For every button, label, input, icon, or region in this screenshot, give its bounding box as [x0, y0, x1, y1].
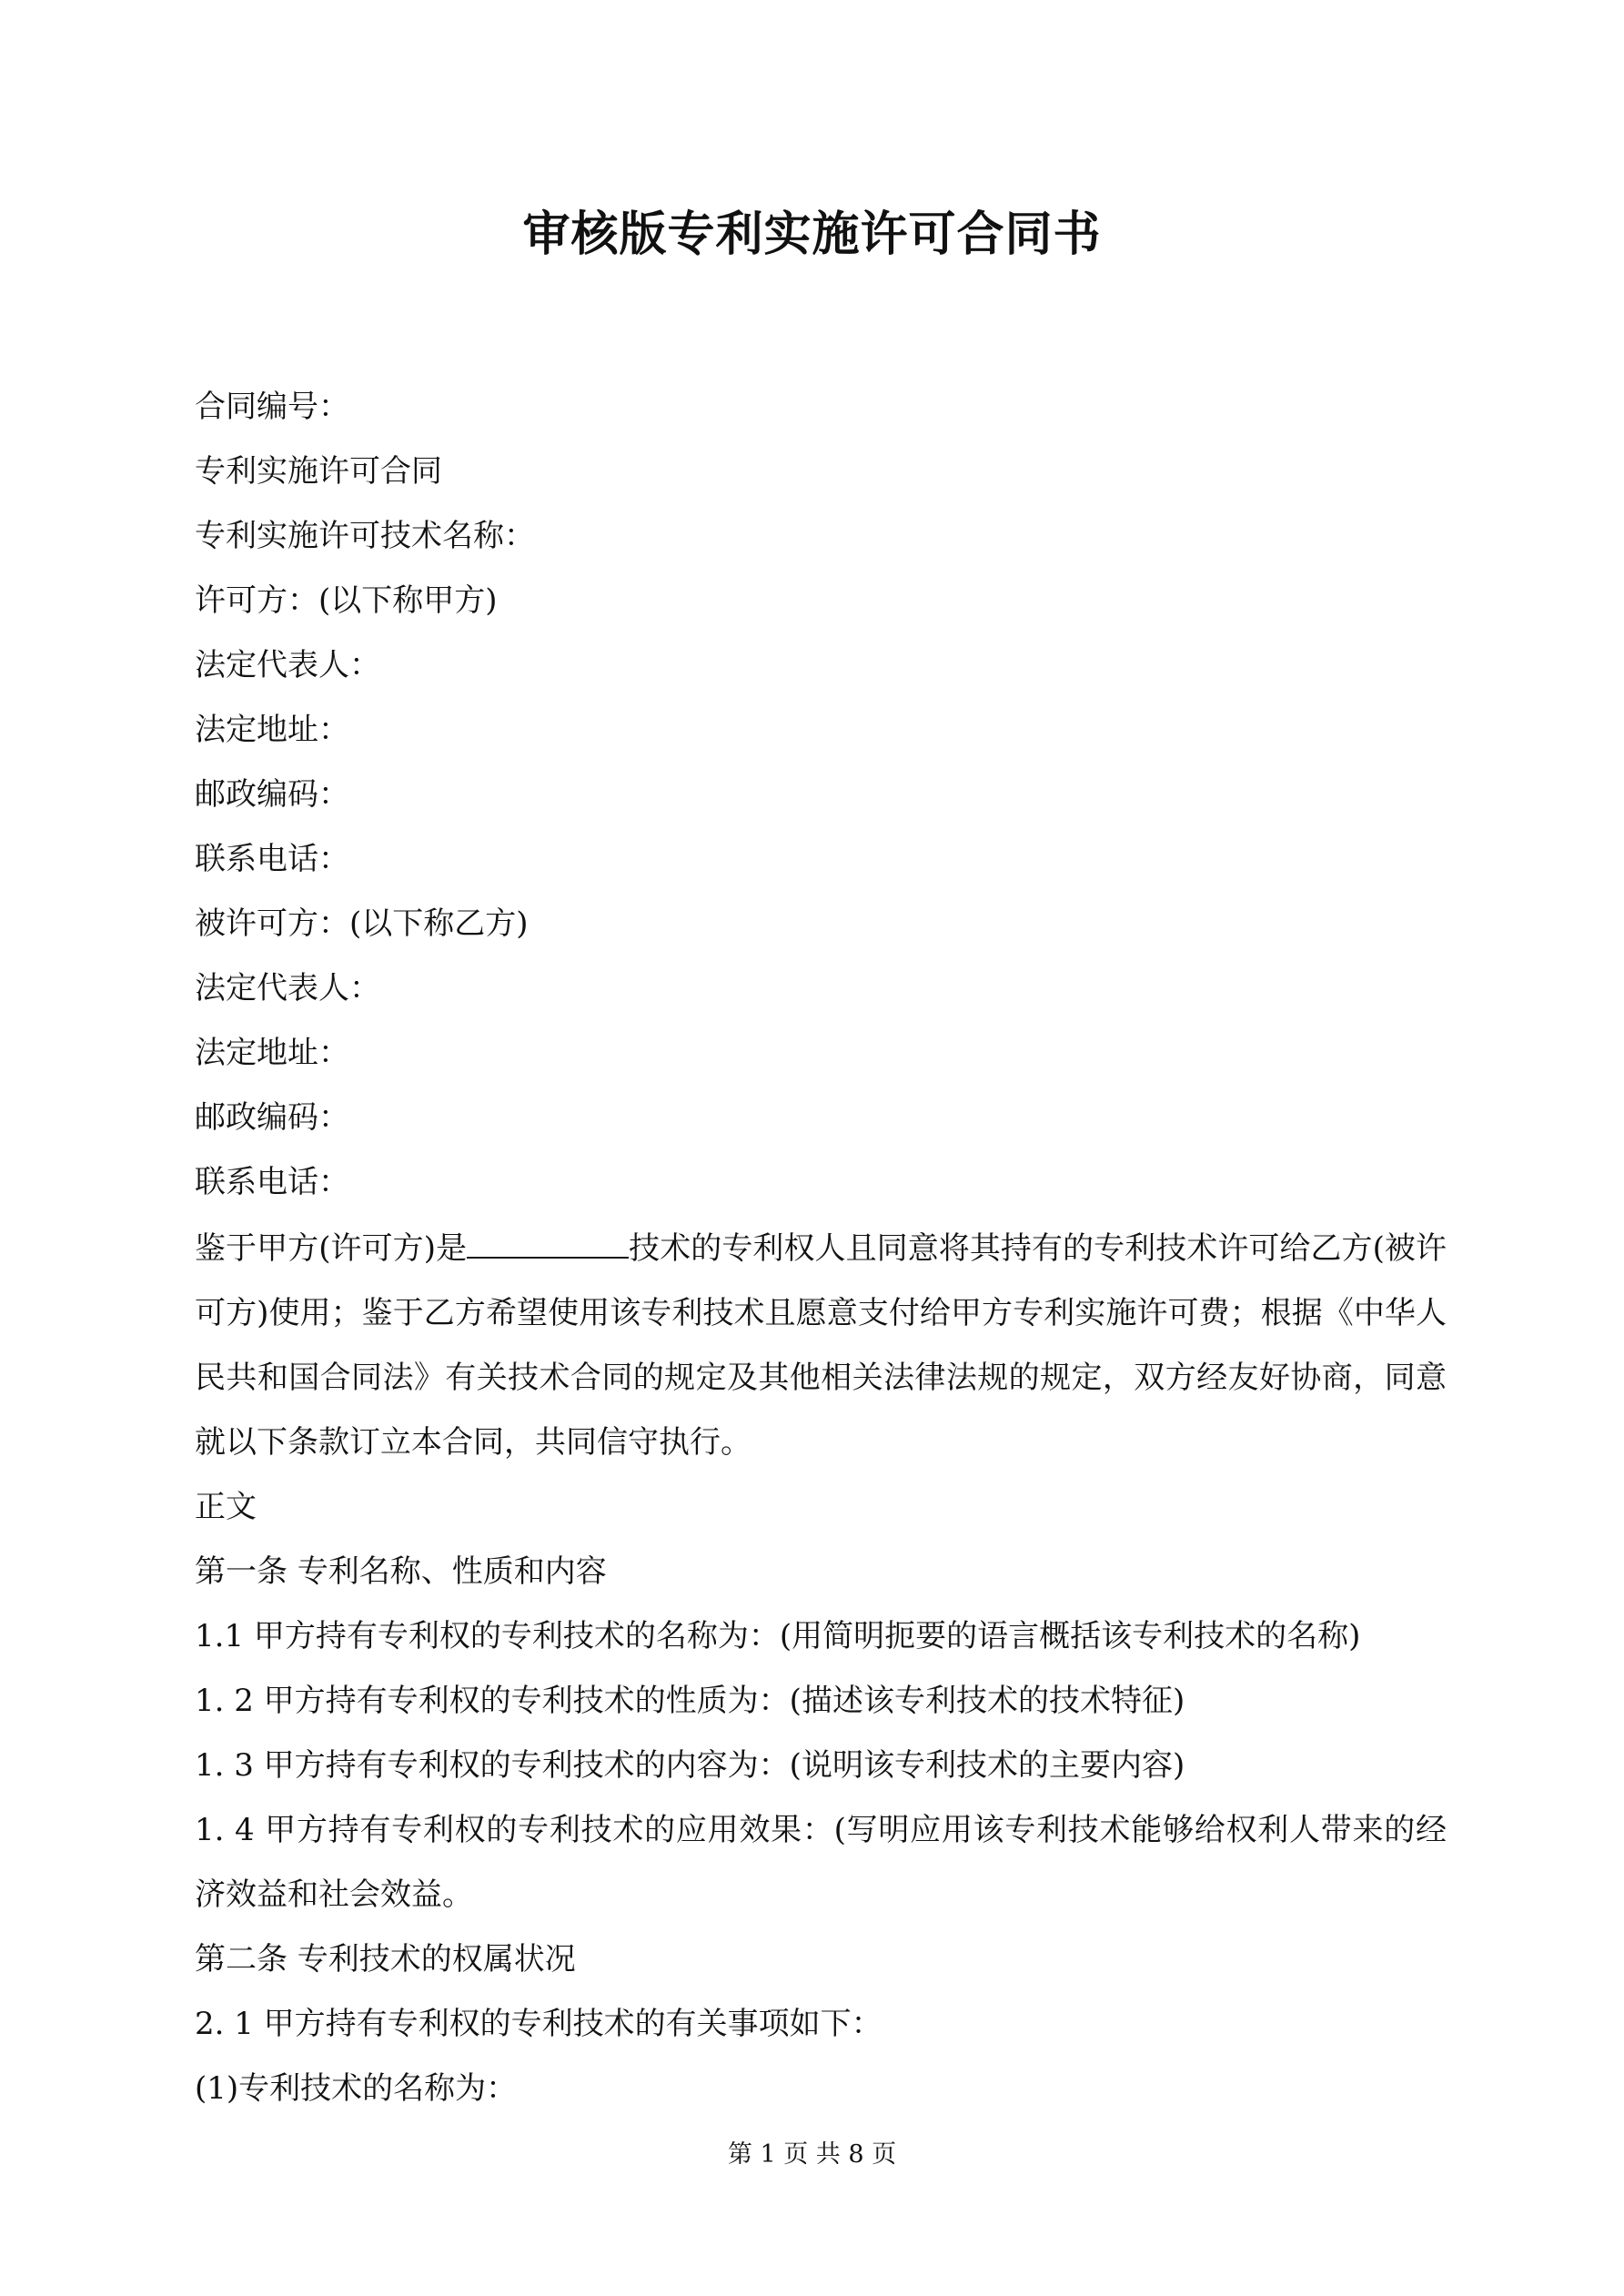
- licensee-field: 被许可方：(以下称乙方): [195, 905, 529, 942]
- clause-1-3: 1. 3 甲方持有专利权的专利技术的内容为：(说明该专利技术的主要内容): [195, 1747, 1185, 1784]
- preamble-paragraph: [195, 1215, 1447, 1475]
- document-body: [195, 375, 1447, 2121]
- licensor-address-field: 法定地址：: [195, 712, 349, 748]
- technology-name-field: 专利实施许可技术名称：: [195, 518, 535, 554]
- licensor-phone-field: 联系电话：: [195, 841, 349, 877]
- licensee-postcode-field: 邮政编码：: [195, 1099, 349, 1136]
- clause-1-2: 1. 2 甲方持有专利权的专利技术的性质为：(描述该专利技术的技术特征): [195, 1683, 1185, 1719]
- body-heading: 正文: [195, 1489, 257, 1525]
- contract-type-line: 专利实施许可合同: [195, 453, 442, 490]
- licensee-address-field: 法定地址：: [195, 1035, 349, 1071]
- preamble-text-rest: 技术的专利权人且同意将其持有的专利技术许可给乙方(被许可方)使用；鉴于乙方希望使用该专利技术且愿意支付给甲方专利实施许可费；根据《中华人民共和国合同法》有关技术合同的规定及其他相关法律法规的规定，双方经友好协商，同意就以下条款订立本合同，共同信守执行。: [195, 1230, 1447, 1461]
- clause-2-1-item-1: (1)专利技术的名称为：: [195, 2070, 518, 2107]
- patent-name-blank: [467, 1215, 629, 1259]
- licensee-phone-field: 联系电话：: [195, 1164, 349, 1200]
- document-title: 审核版专利实施许可合同书: [522, 207, 1102, 262]
- clause-1-1: 1.1 甲方持有专利权的专利技术的名称为：(用简明扼要的语言概括该专利技术的名称): [195, 1618, 1361, 1654]
- licensor-field: 许可方：(以下称甲方): [195, 582, 498, 619]
- licensor-postcode-field: 邮政编码：: [195, 776, 349, 813]
- preamble-text-start: 鉴于甲方(许可方)是: [195, 1230, 468, 1267]
- clause-1-4: 1. 4 甲方持有专利权的专利技术的应用效果：(写明应用该专利技术能够给权利人带来的经济效益和社会效益。: [195, 1812, 1447, 1913]
- clause-2-1: 2. 1 甲方持有专利权的专利技术的有关事项如下：: [195, 2006, 883, 2042]
- licensor-representative-field: 法定代表人：: [195, 647, 380, 683]
- article-1-heading: 第一条 专利名称、性质和内容: [195, 1553, 607, 1590]
- licensee-representative-field: 法定代表人：: [195, 970, 380, 1006]
- page-footer: 第 1 页 共 8 页: [727, 2140, 897, 2169]
- article-2-heading: 第二条 专利技术的权属状况: [195, 1941, 576, 1977]
- contract-number-field: 合同编号：: [195, 389, 349, 425]
